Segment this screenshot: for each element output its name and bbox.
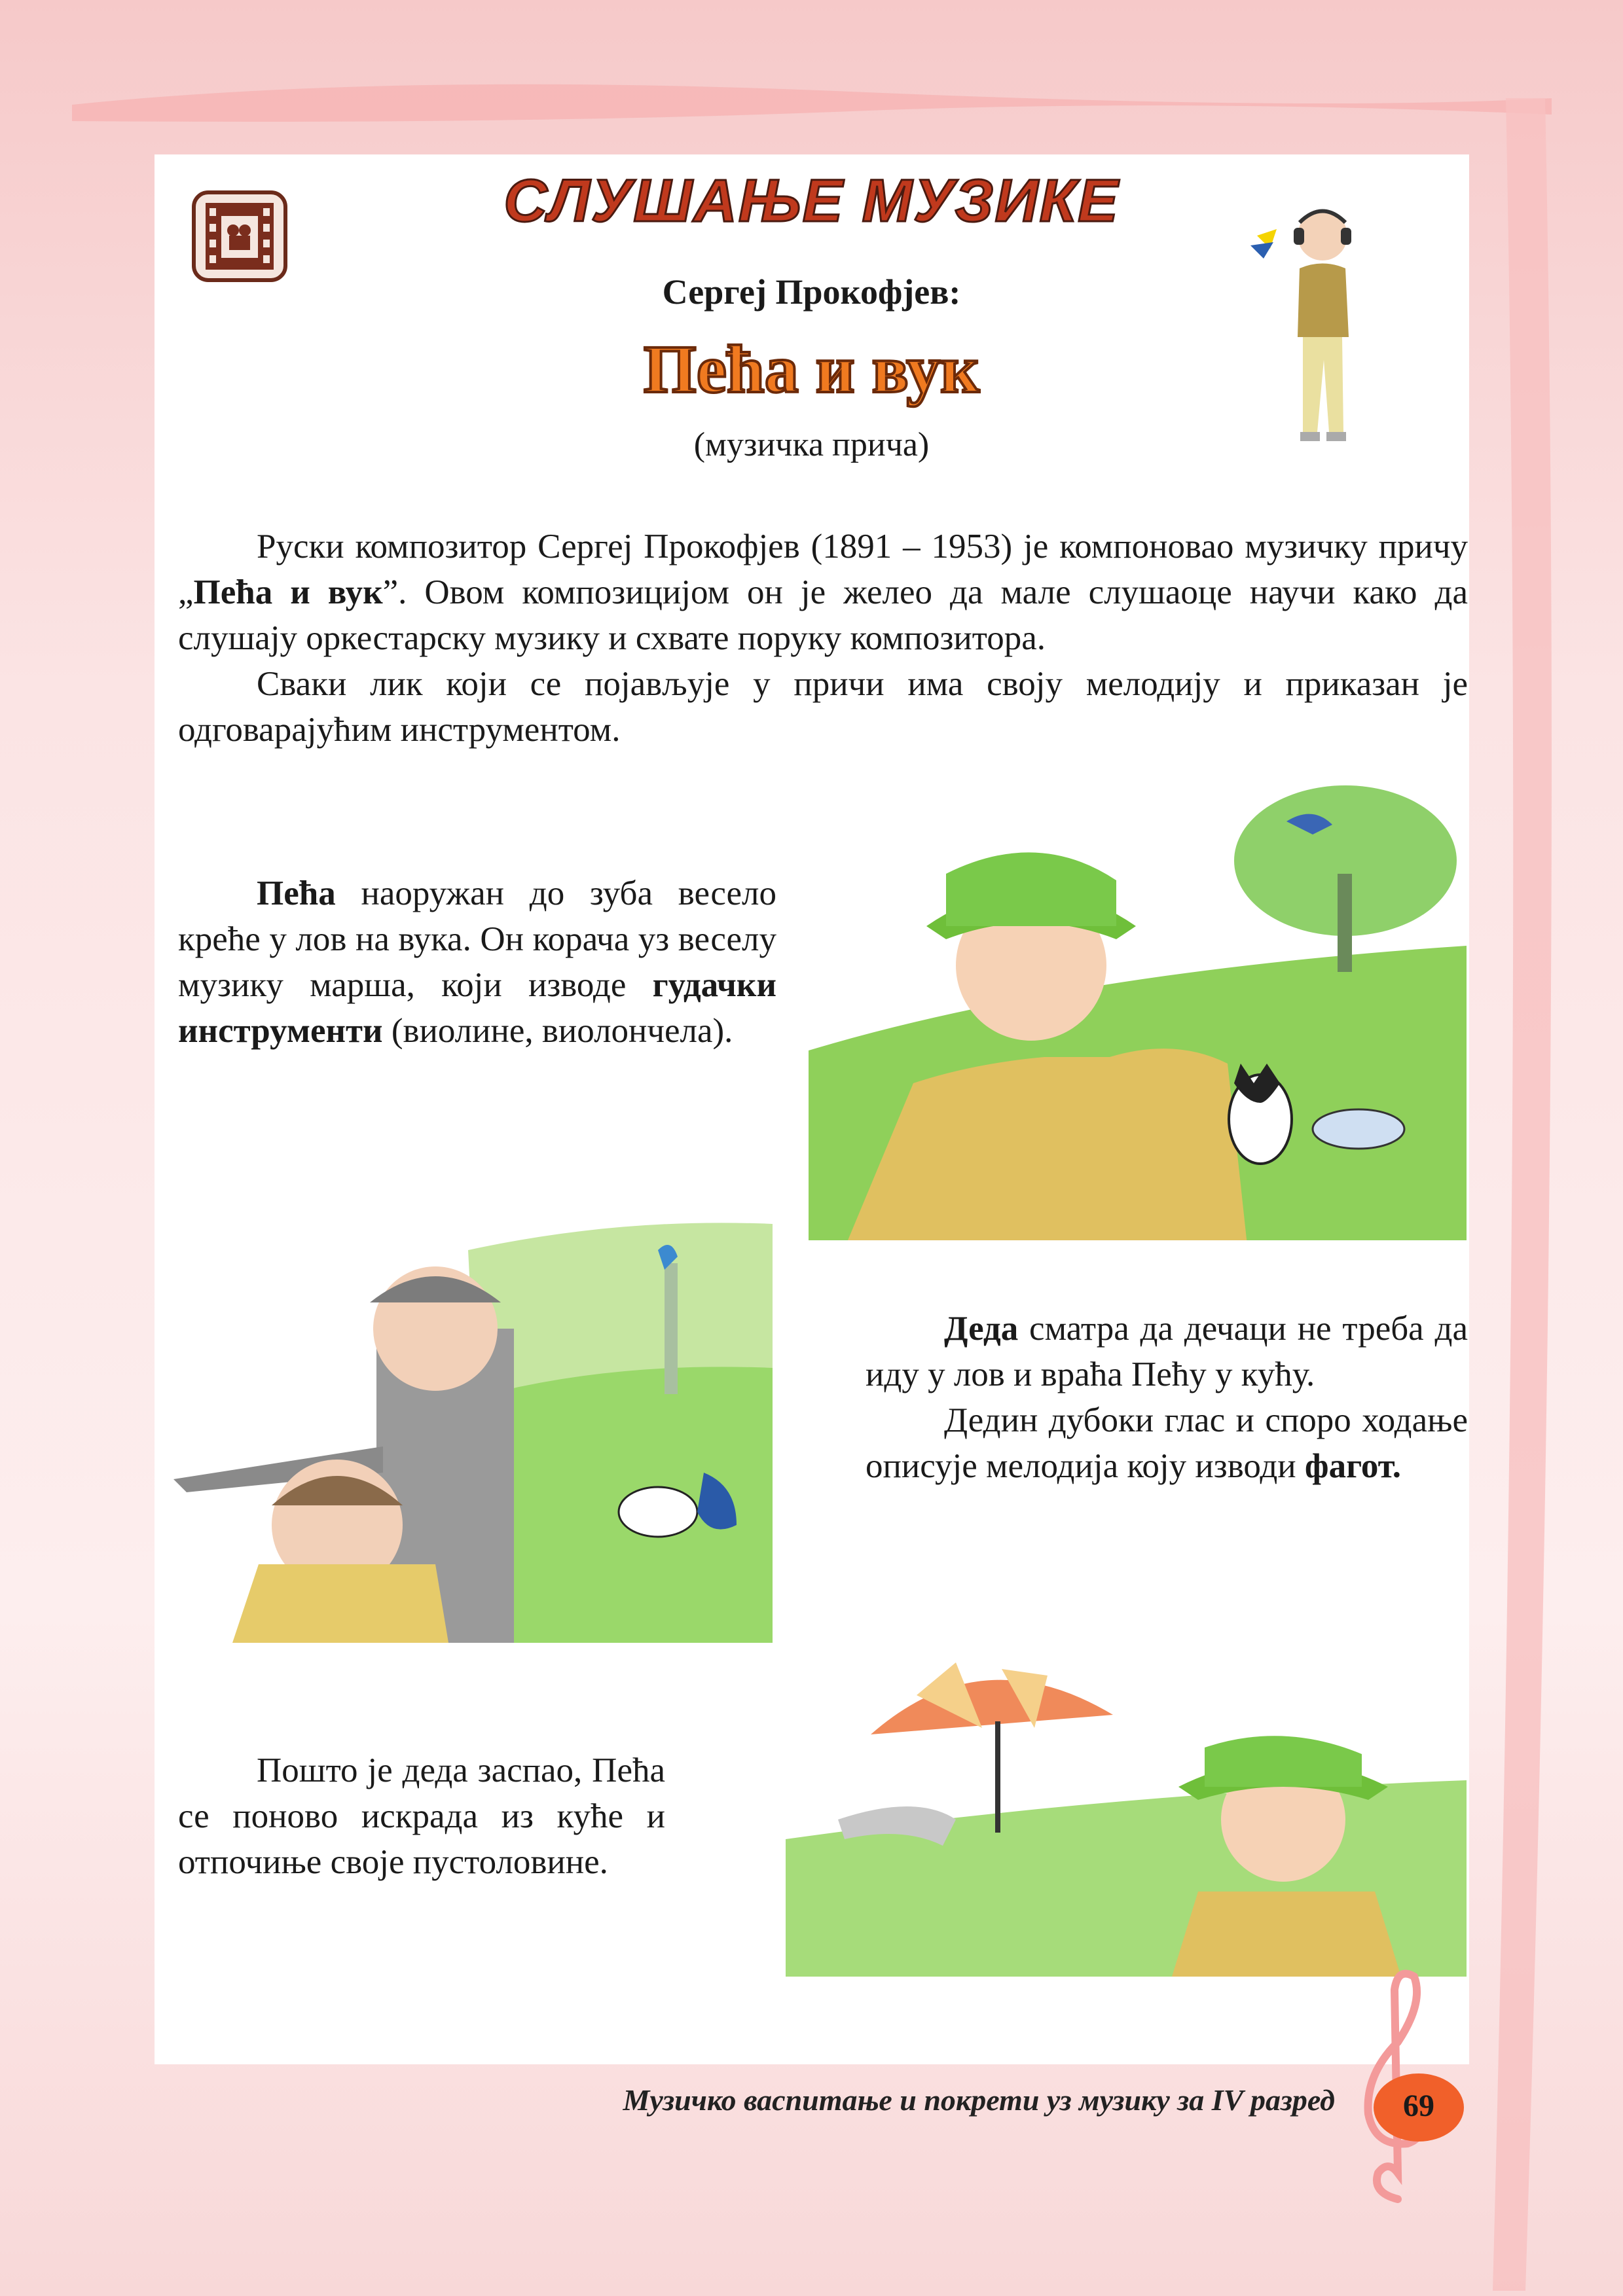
deda-paragraph-1: Деда сматра да дечаци не треба да иду у лов и враћа Пећу у кућу.	[866, 1310, 1468, 1393]
boy-headphones-illustration	[1237, 196, 1388, 458]
story-subtitle: (музичка прича)	[693, 426, 930, 463]
intro-paragraph-2: Сваки лик који се појављује у причи има своју мелодију и приказан је одговарајућим инструментом.	[178, 665, 1468, 749]
adventure-paragraph: Пошто је деда заспао, Пећа се поново искрада из куће и отпочиње своје пустоловине.	[178, 1751, 665, 1881]
deda-paragraph	[866, 1306, 1468, 1489]
grandpa-illustration	[160, 1198, 773, 1643]
page-number: 69	[1403, 2089, 1434, 2123]
intro-paragraph-1: Руски композитор Сергеј Прокофјев (1891 – 1953) је компоновао музичку причу „Пећа и вук”. Овом композицијом он је желео да мале слушаоце научи како да слушају оркестарску музику и схвате поруку композитора.	[178, 528, 1468, 657]
deda-paragraph-2: Дедин дубоки глас и споро ходање описује мелодија коју изводи фагот.	[866, 1401, 1468, 1485]
umbrella-illustration	[786, 1597, 1467, 1977]
composer-name: Сергеј Прокофјев:	[662, 272, 961, 312]
intro-text	[178, 524, 1468, 753]
peca-paragraph: Пећа наоружан до зуба весело креће у лов на вука. Он корача уз веселу музику марша, који изводе гудачки инструменти (виолине, виолончела).	[178, 874, 776, 1050]
peca-illustration	[809, 776, 1467, 1240]
story-title: Пећа и вук	[643, 332, 980, 407]
book-title-footer: Музичко васпитање и покрети уз музику за IV разред	[623, 2083, 1335, 2117]
section-title: СЛУШАЊЕ МУЗИКЕ	[503, 168, 1120, 234]
